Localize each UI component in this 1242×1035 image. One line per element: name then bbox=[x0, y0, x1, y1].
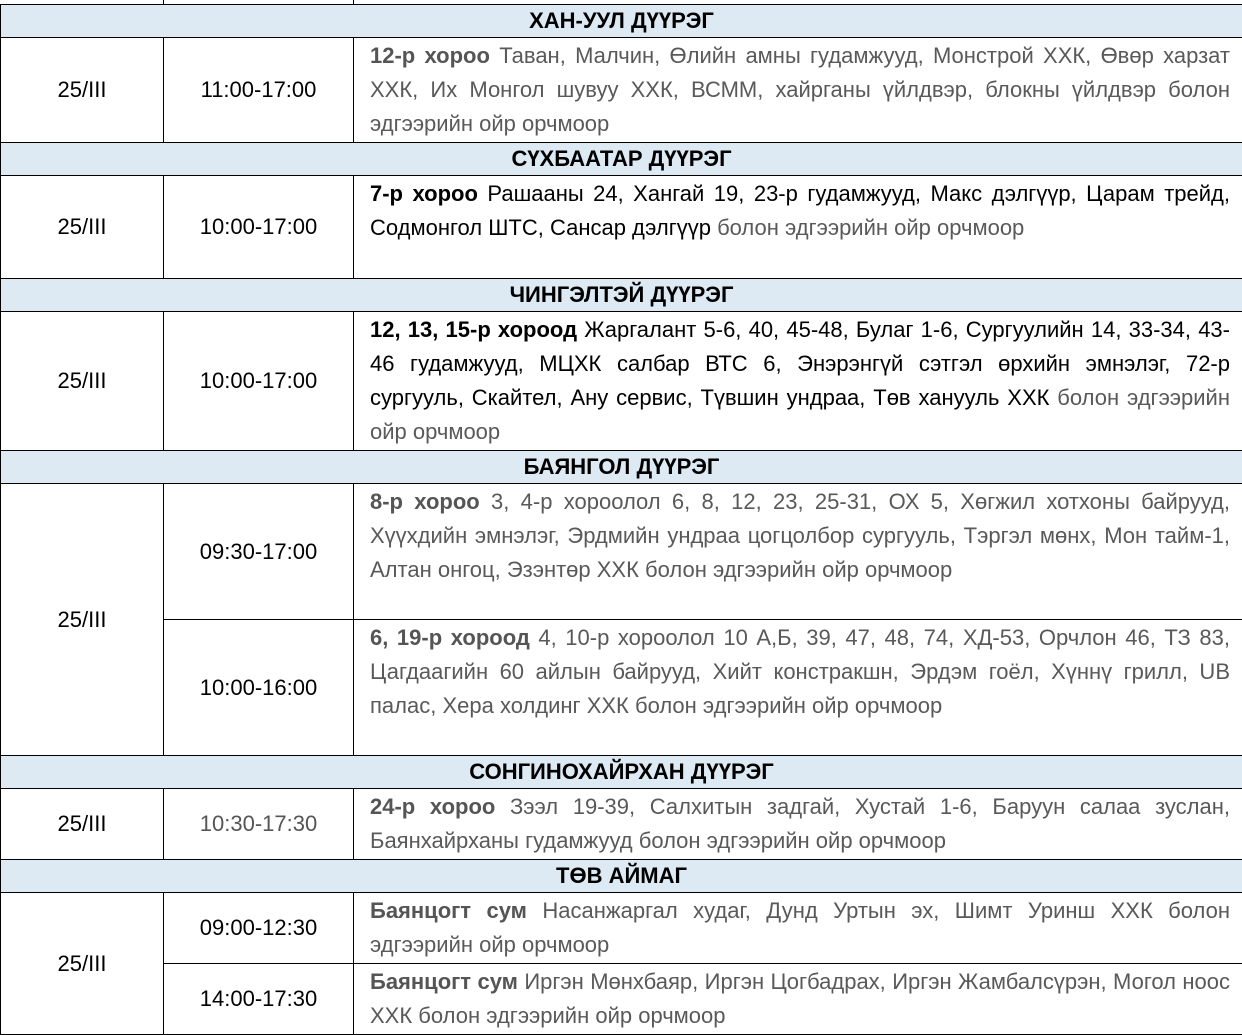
location-cell bbox=[354, 789, 1242, 860]
time-cell: 14:00-17:30 bbox=[164, 964, 354, 1035]
schedule-row bbox=[1, 484, 1242, 620]
location-text-gray: Өвөр харзат ХХК, Их Монгол шувуу ХХК, ВСММ, хайрганы үйлдвэр, блокны үйлдвэр болон эдгээрийн ойр орчмоор bbox=[370, 43, 1230, 136]
time-cell: 09:30-17:00 bbox=[164, 484, 354, 620]
district-title: БАЯНГОЛ ДҮҮРЭГ bbox=[1, 451, 1242, 484]
date-cell: 25/III bbox=[1, 176, 164, 279]
schedule-row bbox=[1, 176, 1242, 279]
district-title: СҮХБААТАР ДҮҮРЭГ bbox=[1, 143, 1242, 176]
date-cell: 25/III bbox=[1, 789, 164, 860]
schedule-row bbox=[1, 312, 1242, 451]
power-outage-schedule-table bbox=[0, 4, 1242, 1035]
location-cell bbox=[354, 176, 1242, 279]
date-cell: 25/III bbox=[1, 893, 164, 1035]
schedule-row bbox=[1, 789, 1242, 860]
location-text-gray: болон эдгээрийн ойр орчмоор bbox=[711, 215, 1024, 240]
district-header-row bbox=[1, 451, 1242, 484]
date-cell: 25/III bbox=[1, 484, 164, 756]
khoroo-label: 6, 19-р хороод bbox=[370, 625, 530, 650]
date-cell: 25/III bbox=[1, 38, 164, 143]
khoroo-label: Баянцогт сум bbox=[370, 898, 527, 923]
khoroo-label: 7-р хороо bbox=[370, 181, 478, 206]
district-title: ЧИНГЭЛТЭЙ ДҮҮРЭГ bbox=[1, 279, 1242, 312]
location-text: Зээл 19-39, Салхитын задгай, Хустай 1-6, Баруун салаа зуслан, Баянхайрханы гудамжууд болон эдгээрийн ойр орчмоор bbox=[370, 794, 1230, 853]
district-header-row bbox=[1, 756, 1242, 789]
location-text: Насанжаргал худаг, Дунд Уртын эх, Шимт Уринш ХХК болон эдгээрийн ойр орчмоор bbox=[370, 898, 1230, 957]
time-cell: 11:00-17:00 bbox=[164, 38, 354, 143]
location-text: 3, 4-р хороолол 6, 8, 12, 23, 25-31, ОХ 5, Хөгжил хотхоны байрууд, Хүүхдийн эмнэлэг, Эрдмийн ундраа цогцолбор сургууль, Тэргэл мөнх, Мон тайм-1, Алтан онгоц, Эзэнтөр ХХК болон эдгээрийн ойр орчмоор bbox=[370, 489, 1230, 582]
location-text: Иргэн Мөнхбаяр, Иргэн Цогбадрах, Иргэн Жамбалсүрэн, Могол ноос ХХК болон эдгээрийн ойр орчмоор bbox=[370, 969, 1230, 1028]
location-text-gray: болон эдгээрийн ойр орчмоор bbox=[370, 385, 1230, 444]
district-header-row bbox=[1, 143, 1242, 176]
location-text: Таван, Малчин, Өлийн амны гудамжууд, Монстрой ХХК, bbox=[490, 43, 1101, 68]
district-title: ТӨВ АЙМАГ bbox=[1, 860, 1242, 893]
khoroo-label: 24-р хороо bbox=[370, 794, 495, 819]
time-cell: 10:00-17:00 bbox=[164, 312, 354, 451]
time-cell: 10:30-17:30 bbox=[164, 789, 354, 860]
schedule-row bbox=[1, 620, 1242, 756]
district-title: СОНГИНОХАЙРХАН ДҮҮРЭГ bbox=[1, 756, 1242, 789]
location-cell bbox=[354, 312, 1242, 451]
location-cell bbox=[354, 893, 1242, 964]
date-cell: 25/III bbox=[1, 312, 164, 451]
location-cell bbox=[354, 620, 1242, 756]
time-cell: 10:00-17:00 bbox=[164, 176, 354, 279]
location-text: 4, 10-р хороолол 10 А,Б, 39, 47, 48, 74, ХД-53, Орчлон 46, ТЗ 83, Цагдаагийн 60 айлын байрууд, Хийт констракшн, Эрдэм гоёл, Хүннү грилл, UB палас, Хера холдинг ХХК болон эдгээрийн ойр орчмоор bbox=[370, 625, 1230, 718]
khoroo-label: Баянцогт сум bbox=[370, 969, 518, 994]
khoroo-label: 12-р хороо bbox=[370, 43, 490, 68]
location-text: Жаргалант 5-6, 40, 45-48, Булаг 1-6, Сургуулийн 14, 33-34, 43-46 гудамжууд, МЦХК салбар ВТС 6, Энэрэнгүй сэтгэл өрхийн эмнэлэг, 72-р сургууль, Скайтел, Ану сервис, Түвшин ундраа, Төв ханууль ХХК bbox=[370, 317, 1230, 410]
location-cell bbox=[354, 484, 1242, 620]
district-header-row bbox=[1, 279, 1242, 312]
schedule-row bbox=[1, 38, 1242, 143]
time-cell: 09:00-12:30 bbox=[164, 893, 354, 964]
schedule-row bbox=[1, 893, 1242, 964]
district-header-row bbox=[1, 860, 1242, 893]
khoroo-label: 8-р хороо bbox=[370, 489, 480, 514]
location-cell bbox=[354, 38, 1242, 143]
district-title: ХАН-УУЛ ДҮҮРЭГ bbox=[1, 5, 1242, 38]
khoroo-label: 12, 13, 15-р хороод bbox=[370, 317, 577, 342]
schedule-row bbox=[1, 964, 1242, 1035]
district-header-row bbox=[1, 5, 1242, 38]
location-cell bbox=[354, 964, 1242, 1035]
time-cell: 10:00-16:00 bbox=[164, 620, 354, 756]
location-text: Рашааны 24, Хангай 19, 23-р гудамжууд, Макс дэлгүүр, Царам трейд, Содмонгол ШТС, Сансар дэлгүүр bbox=[370, 181, 1230, 240]
